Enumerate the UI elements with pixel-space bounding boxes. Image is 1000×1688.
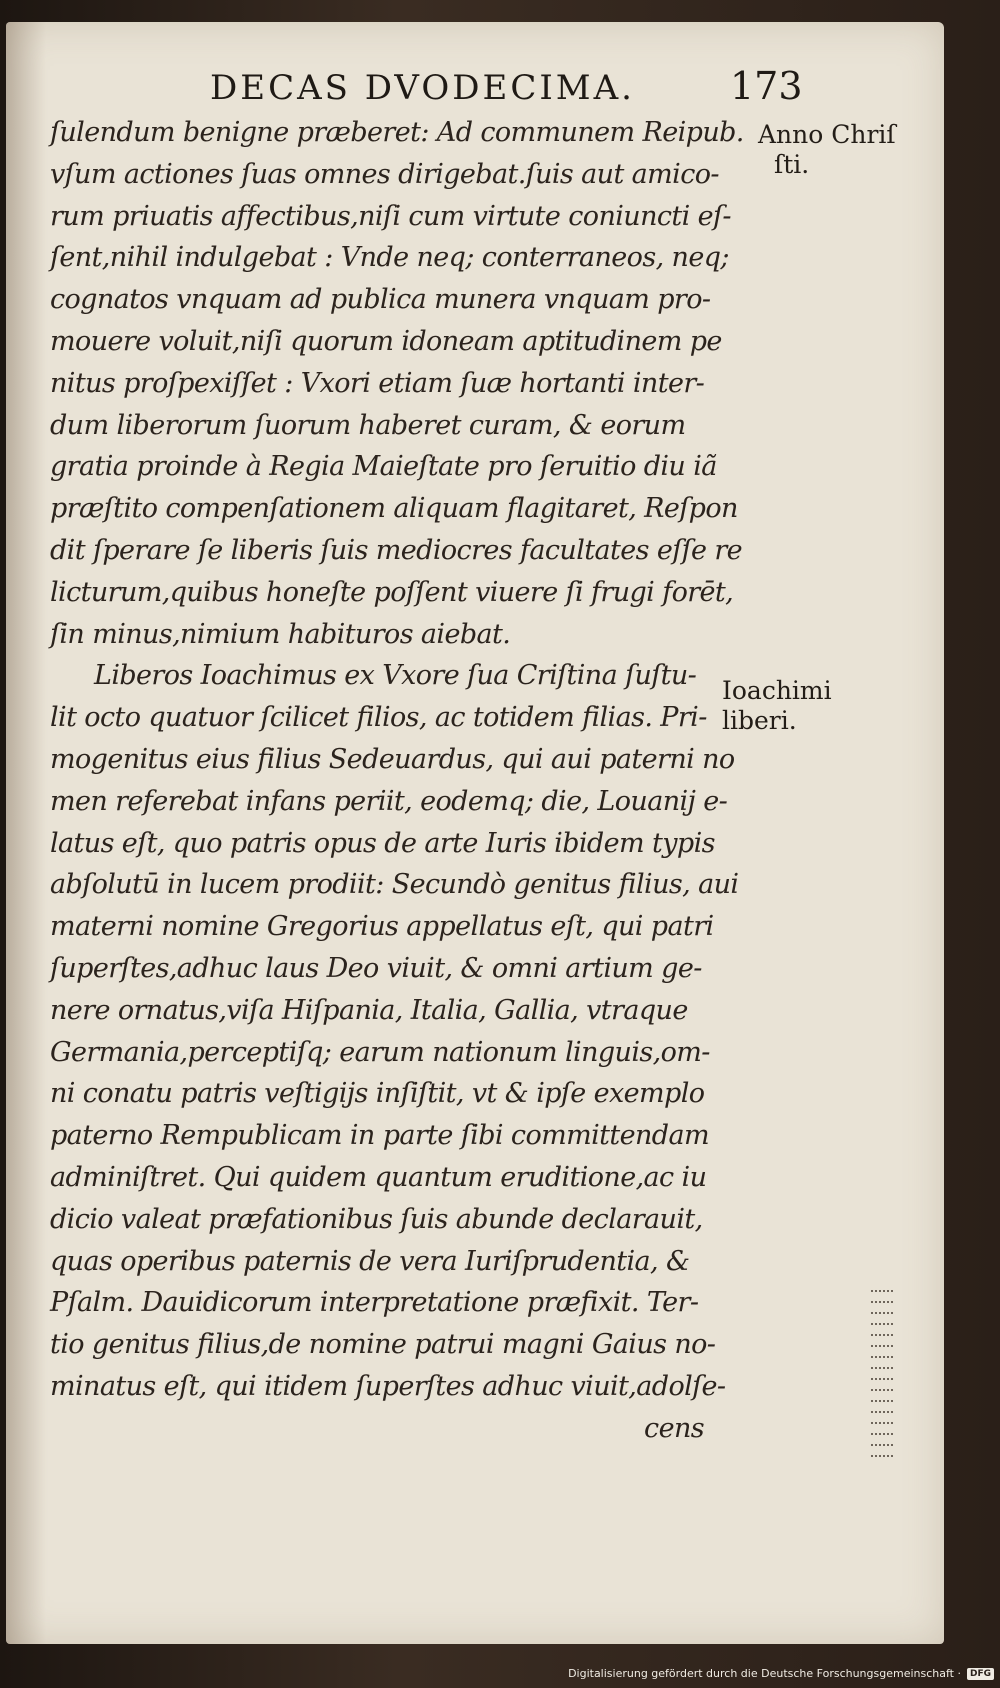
dfg-logo: DFG	[967, 1668, 994, 1680]
text-line: licturum,quibus honeſte poſſent viuere ſi frugi forēt,	[50, 576, 734, 608]
digitization-credit	[568, 1667, 994, 1680]
text-line: ni conatu patris veſtigijs inſiſtit, vt & ipſe exemplo	[50, 1078, 705, 1110]
gutter-shadow	[6, 22, 46, 1644]
text-line: ſulendum benigne præberet: Ad communem Reipub.	[50, 117, 744, 148]
text-line: cognatos vnquam ad publica munera vnquam pro-	[50, 284, 711, 316]
text-line: paterno Rempublicam in parte ſibi committendam	[50, 1120, 709, 1152]
body-text	[50, 112, 744, 1450]
text-line: vſum actiones ſuas omnes dirigebat.ſuis aut amico-	[50, 158, 719, 190]
text-line: rum priuatis affectibus,niſi cum virtute coniuncti eſ-	[50, 200, 731, 232]
text-line: latus eſt, quo patris opus de arte Iuris ibidem typis	[50, 827, 715, 859]
credit-text: Digitalisierung gefördert durch die Deutsche Forschungsgemeinschaft ·	[568, 1667, 961, 1680]
text-line: nitus proſpexiſſet : Vxori etiam ſuæ hortanti inter-	[50, 367, 705, 399]
text-line: Germania,perceptiſq; earum nationum linguis,om-	[50, 1036, 710, 1068]
text-line: dit ſperare ſe liberis ſuis mediocres facultates eſſe re	[50, 534, 743, 566]
text-line: mogenitus eius filius Sedeuardus, qui aui paterni no	[50, 743, 735, 775]
margin-note-line: liberi.	[722, 706, 797, 735]
margin-note-line: Anno Chriſ	[758, 120, 896, 149]
text-line: dicio valeat præfationibus ſuis abunde declarauit,	[50, 1203, 703, 1235]
text-line: minatus eſt, qui itidem ſuperſtes adhuc viuit,adolſe-	[50, 1370, 726, 1402]
text-line: Pſalm. Dauidicorum interpretatione præfixit. Ter-	[50, 1287, 699, 1319]
running-head: DECAS DVODECIMA.	[210, 68, 635, 108]
catchword: cens	[644, 1412, 704, 1444]
text-line: nere ornatus,viſa Hiſpania, Italia, Gallia, vtraque	[50, 994, 688, 1026]
text-line: quas operibus paternis de vera Iuriſprudentia, &	[50, 1245, 690, 1277]
page-number: 173	[730, 64, 803, 108]
text-line: ſuperſtes,adhuc laus Deo viuit, & omni artium ge-	[50, 952, 702, 984]
margin-note-line: Ioachimi	[722, 676, 832, 705]
text-line: præſtito compenſationem aliquam flagitaret, Reſpon	[50, 493, 738, 525]
text-line: ſent,nihil indulgebat : Vnde neq; conterraneos, neq;	[50, 242, 729, 274]
text-line: ſin minus,nimium habituros aiebat.	[50, 618, 511, 650]
paragraph-start-line: Liberos Ioachimus ex Vxore ſua Criſtina ſuſtu-	[94, 660, 697, 692]
text-line: abſolutū in lucem prodiit: Secundò genitus filius, aui	[50, 869, 739, 901]
margin-note-ioachimi-liberi	[722, 676, 832, 736]
text-line: mouere voluit,niſi quorum idoneam aptitudinem pe	[50, 325, 722, 357]
text-line: men referebat infans periit, eodemq; die, Louanij e-	[50, 785, 728, 817]
text-line: gratia proinde à Regia Maieſtate pro ſeruitio diu iã	[50, 451, 717, 483]
margin-note-anno-christi	[758, 120, 896, 180]
text-line: tio genitus filius,de nomine patrui magni Gaius no-	[50, 1329, 716, 1361]
text-line: lit octo quatuor ſcilicet filios, ac totidem filias. Pri-	[50, 702, 707, 734]
text-line: materni nomine Gregorius appellatus eſt, qui patri	[50, 911, 714, 943]
text-line: dum liberorum ſuorum haberet curam, & eorum	[50, 409, 686, 441]
bleed-through-marks	[868, 1290, 896, 1550]
margin-note-line: ſti.	[774, 150, 810, 179]
text-line: adminiſtret. Qui quidem quantum eruditione,ac iu	[50, 1161, 707, 1193]
